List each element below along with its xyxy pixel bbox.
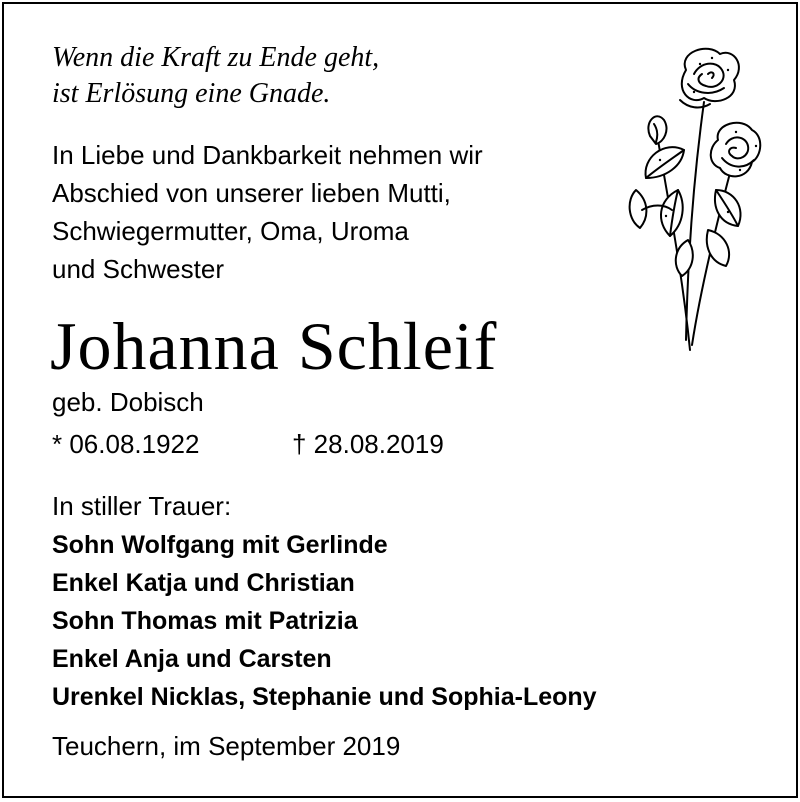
mourners-list (52, 526, 597, 716)
farewell-text (52, 136, 483, 288)
mourner-item: Sohn Thomas mit Patrizia (52, 607, 358, 635)
quote-line: ist Erlösung eine Gnade. (52, 78, 331, 109)
death-date: † 28.08.2019 (292, 429, 444, 459)
birth-date: * 06.08.1922 (52, 429, 200, 459)
farewell-line: Abschied von unserer lieben Mutti, (52, 178, 451, 208)
quote-line: Wenn die Kraft zu Ende geht, (52, 42, 380, 73)
mourner-item: Urenkel Nicklas, Stephanie und Sophia-Leony (52, 683, 597, 711)
mourning-heading: In stiller Trauer: (52, 491, 232, 521)
farewell-line: und Schwester (52, 254, 224, 284)
farewell-line: Schwiegermutter, Oma, Uroma (52, 216, 409, 246)
mourner-item: Enkel Katja und Christian (52, 569, 355, 597)
mourner-item: Enkel Anja und Carsten (52, 645, 332, 673)
place-and-date: Teuchern, im September 2019 (52, 731, 401, 761)
mourner-item: Sohn Wolfgang mit Gerlinde (52, 531, 388, 559)
life-dates (52, 426, 444, 462)
deceased-name: Johanna Schleif (50, 308, 498, 384)
farewell-line: In Liebe und Dankbarkeit nehmen wir (52, 140, 483, 170)
roses-icon (616, 40, 766, 360)
obituary-card (2, 2, 798, 798)
memorial-quote (52, 40, 379, 112)
maiden-name: geb. Dobisch (52, 387, 204, 417)
